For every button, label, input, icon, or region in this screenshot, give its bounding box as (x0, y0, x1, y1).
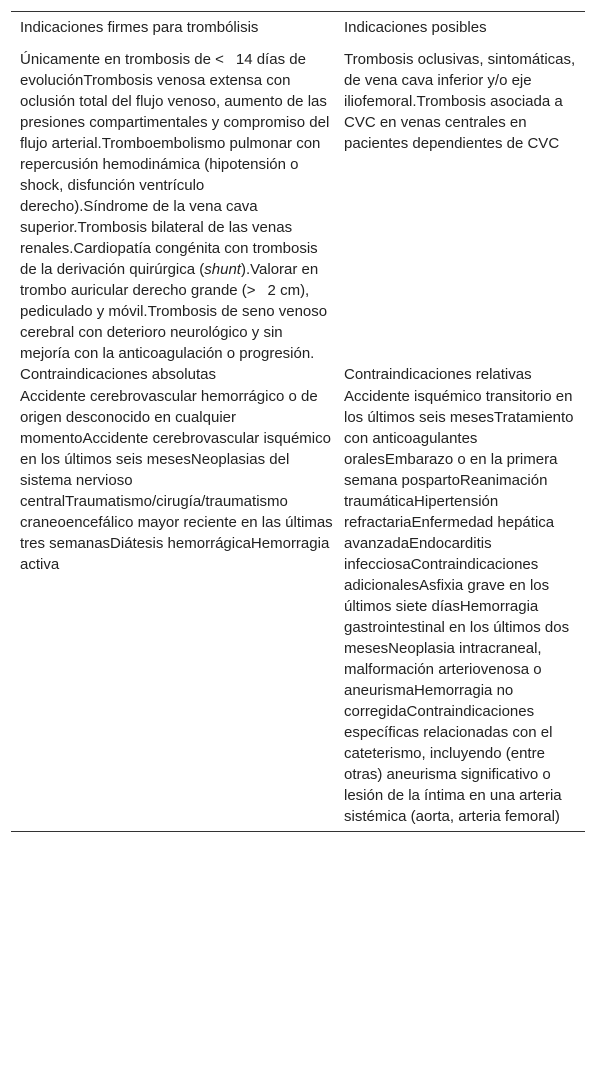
possible-indications-text: Trombosis oclusivas, sintomáticas, de vena cava inferior y/o eje iliofemoral.Trombosis asociada a CVC en venas centrales en pacientes dependientes de CVC (344, 51, 576, 152)
table-row-indications (11, 44, 585, 364)
firm-indications-part1: Únicamente en trombosis de < 14 días de evoluciónTrombosis venosa extensa con oclusión total del flujo venoso, aumento de las presiones compartimentales y compromiso del flujo arterial.Tromboembolismo pulmonar con repercusión hemodinámica (hipotensión o shock, disfunción ventrículo derecho).Síndrome de la vena cava superior.Trombosis bilateral de las venas renales.Cardiopatía congénita con trombosis de la derivación quirúrgica ( (20, 51, 330, 278)
table-header-row (11, 12, 585, 44)
thrombolysis-table (11, 11, 585, 832)
table-subheader-row (11, 364, 585, 386)
header-firm-indications: Indicaciones firmes para trombólisis (20, 19, 259, 36)
firm-indications-text (11, 49, 335, 364)
table-row-contraindications (11, 386, 585, 831)
shunt-term: shunt (204, 261, 241, 278)
header-possible-indications: Indicaciones posibles (344, 19, 487, 36)
header-absolute-contraindications: Contraindicaciones absolutas (20, 366, 216, 383)
relative-contraindications-text: Accidente isquémico transitorio en los últimos seis mesesTratamiento con anticoagulantes oralesEmbarazo o en la primera semana pospartoReanimación traumáticaHipertensión refractariaEnfermedad hepática avanzadaEndocarditis infecciosaContraindicaciones adicionalesAsfixia grave en los últimos siete díasHemorragia gastrointestinal en los últimos dos mesesNeoplasia intracraneal, malformación arteriovenosa o aneurismaHemorragia no corregidaContraindicaciones específicas relacionadas con el cateterismo, incluyendo (entre otras) aneurisma significativo o lesión de la íntima en una arteria sistémica (aorta, arteria femoral) (344, 388, 574, 825)
header-relative-contraindications: Contraindicaciones relativas (344, 366, 532, 383)
firm-indications-part2: ).Valorar en trombo auricular derecho grande (> 2 cm), pediculado y móvil.Trombosis de seno venoso cerebral con deterioro neurológico y sin mejoría con la anticoagulación o progresión. (20, 261, 328, 362)
absolute-contraindications-text: Accidente cerebrovascular hemorrágico o de origen desconocido en cualquier momentoAccidente cerebrovascular isquémico en los últimos seis mesesNeoplasias del sistema nervioso centralTraumatismo/cirugía/traumatismo craneoencefálico mayor reciente en las últimas tres semanasDiátesis hemorrágicaHemorragia activa (20, 388, 333, 573)
